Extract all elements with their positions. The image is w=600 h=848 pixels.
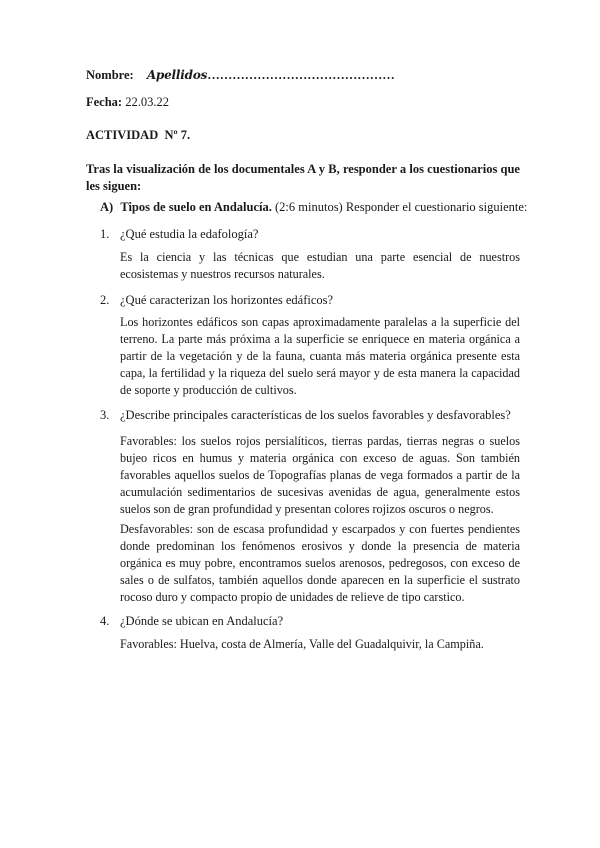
name-label: Nombre: (86, 68, 134, 82)
section-a-note: (2:6 minutos) Responder el cuestionario siguiente: (275, 200, 528, 214)
section-a-heading (100, 199, 527, 216)
section-a-letter: A) (100, 200, 114, 214)
question-2-answer: Los horizontes edáficos son capas aproximadamente paralelas a la superficie del terreno. La parte más próxima a la superficie se enriquece en materia orgánica a partir de la vegetación y de la fauna, cuanta más materia orgánica presente esta capa, la fertilidad y la riqueza del suelo será mayor y de esta manera la capacidad de soporte y producción de cultivos. (120, 315, 520, 398)
question-3-answer-favorables: Favorables: los suelos rojos persialíticos, tierras pardas, tierras negras o suelos bujeo ricos en humus y materia orgánica con exceso de aguas. Son también favorables aquellos suelos de Topografías planas de vega formados a partir de la acumulación sedimentarios de sucesivas avenidas de agua, generalmente estos suelos son de gran profundidad y presentan colores rojizos oscuros o negros. (120, 434, 520, 517)
question-4-number: 4. (100, 614, 110, 628)
question-4-text: ¿Dónde se ubican en Andalucía? (120, 614, 284, 628)
question-3-number: 3. (100, 408, 110, 422)
name-value: Apellidos (146, 68, 208, 82)
date-line (86, 94, 169, 111)
date-label: Fecha: (86, 95, 123, 109)
question-1-number: 1. (100, 227, 110, 241)
name-dots: ……………………………………… (207, 68, 395, 82)
section-a-title: Tipos de suelo en Andalucía. (120, 200, 272, 214)
date-value: 22.03.22 (125, 95, 169, 109)
question-4-answer: Favorables: Huelva, costa de Almería, Valle del Guadalquivir, la Campiña. (120, 637, 484, 651)
question-2-number: 2. (100, 293, 110, 307)
question-1-answer: Es la ciencia y las técnicas que estudian una parte esencial de nuestros ecosistemas y nuestros recursos naturales. (120, 250, 520, 282)
question-1-text: ¿Qué estudia la edafología? (120, 227, 259, 241)
instructions: Tras la visualización de los documentales A y B, responder a los cuestionarios que les siguen: (86, 162, 520, 193)
question-3-text: ¿Describe principales características de los suelos favorables y desfavorables? (120, 408, 511, 422)
question-2-text: ¿Qué caracterizan los horizontes edáficos? (120, 293, 334, 307)
name-line (86, 67, 395, 84)
activity-title: ACTIVIDAD Nº 7. (86, 128, 191, 142)
question-3-answer-desfavorables: Desfavorables: son de escasa profundidad y escarpados y con fuertes pendientes donde predominan los fenómenos erosivos y donde la presencia de materia orgánica es muy pobre, encontramos suelos arenosos, pedregosos, con exceso de sales o de sulfatos, también aquellos donde aparecen en la superficie el sustrato rocoso duro y compacto propio de unidades de relieve de tipo carstico. (120, 522, 520, 605)
